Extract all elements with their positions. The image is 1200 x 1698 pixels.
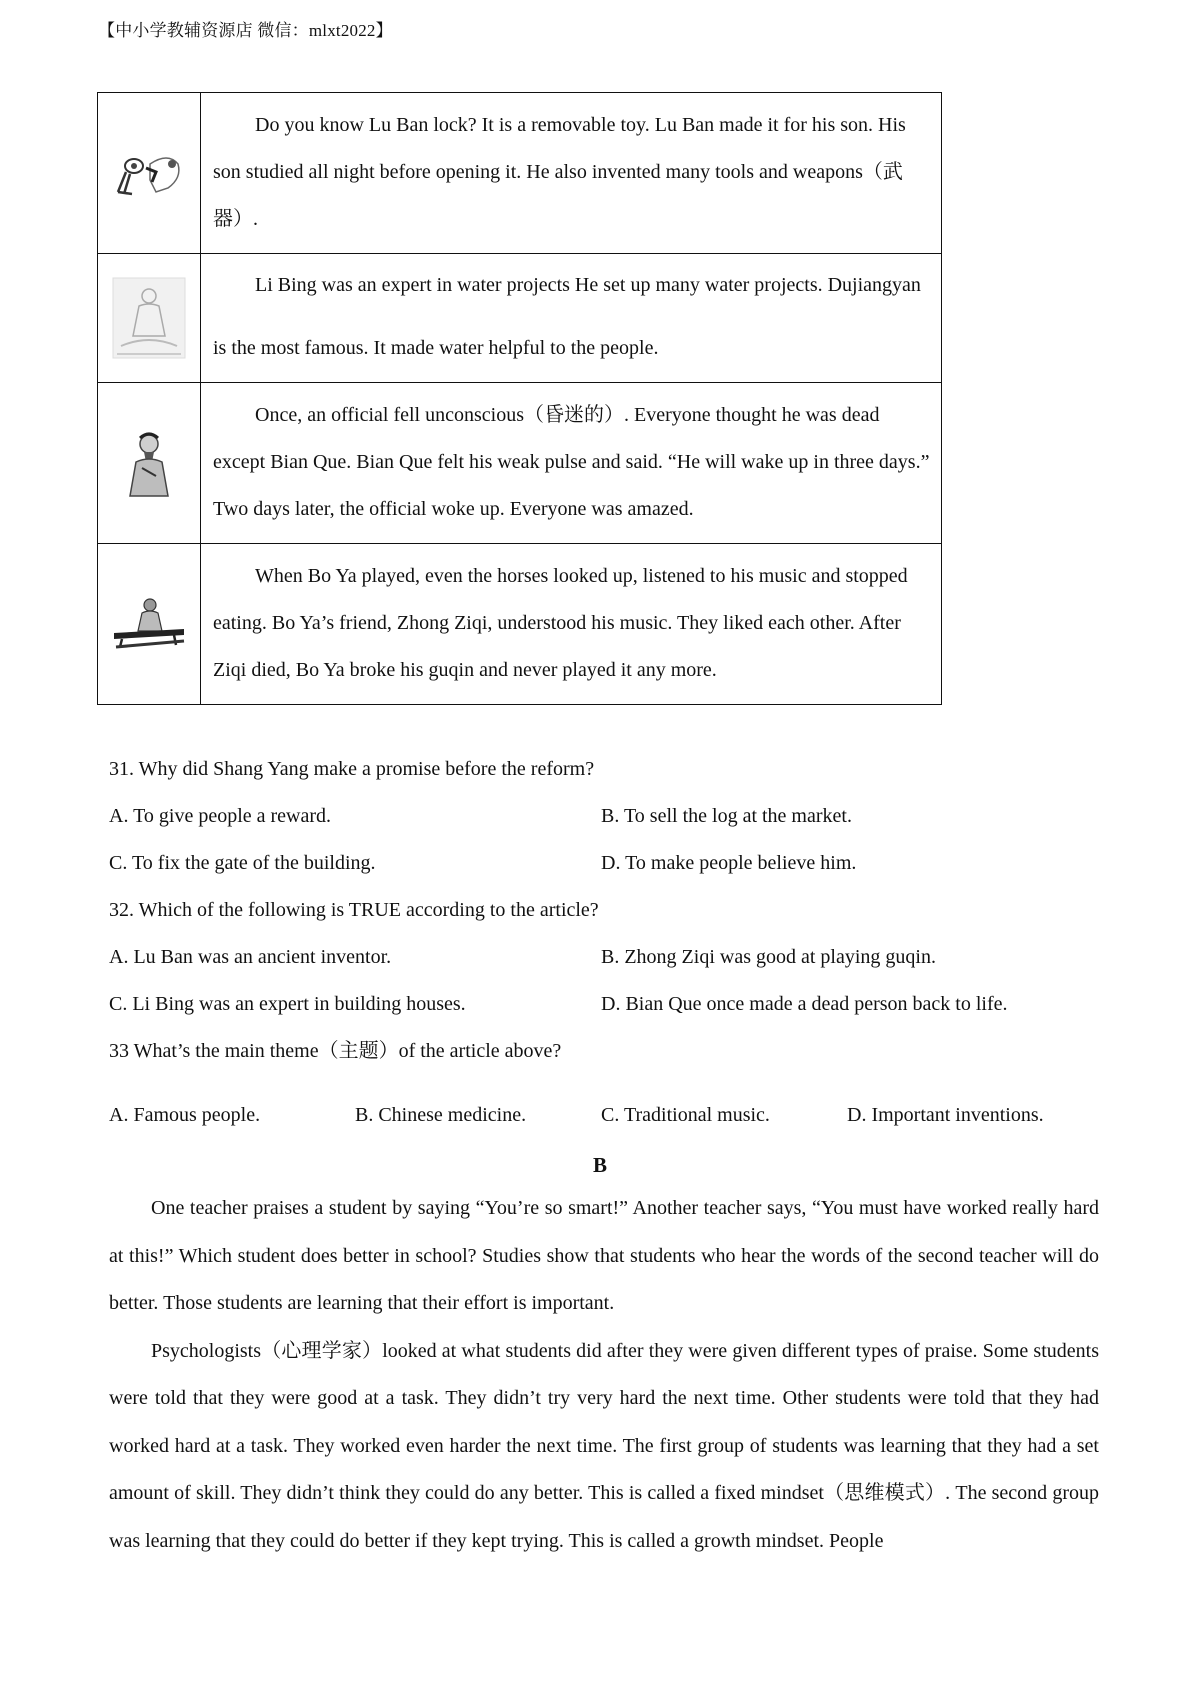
table-text-cell xyxy=(201,254,942,383)
reading-table xyxy=(97,92,942,705)
table-text-cell xyxy=(201,383,942,544)
question-31-option-b[interactable]: B. To sell the log at the market. xyxy=(601,805,852,827)
table-row xyxy=(98,254,942,383)
question-32-option-a[interactable]: A. Lu Ban was an ancient inventor. xyxy=(109,946,392,968)
header-note: 【中小学教辅资源店 微信：mlxt2022】 xyxy=(98,21,393,40)
question-31-option-d[interactable]: D. To make people believe him. xyxy=(601,852,857,874)
table-image-cell xyxy=(98,383,201,544)
question-31-option-a[interactable]: A. To give people a reward. xyxy=(109,805,332,827)
table-row xyxy=(98,93,942,254)
table-text-cell xyxy=(201,93,942,254)
table-row xyxy=(98,544,942,705)
question-31-stem: 31. Why did Shang Yang make a promise before the reform? xyxy=(109,758,595,780)
lock-toy-icon xyxy=(112,142,186,204)
figure-portrait-icon xyxy=(111,276,187,360)
section-heading: B xyxy=(592,1153,607,1177)
passage-b xyxy=(109,1185,1099,1565)
row-text: When Bo Ya played, even the horses looked up, listened to his music and stopped eating. Bo Ya’s friend, Zhong Ziqi, understood his music. They liked each other. After Ziqi died, Bo Ya broke his guqin and never played it any more. xyxy=(213,565,908,681)
table-image-cell xyxy=(98,93,201,254)
row-text: Li Bing was an expert in water projects He set up many water projects. Dujiangyan is the most famous. It made water helpful to the people. xyxy=(213,274,921,359)
passage-paragraph: Psychologists（心理学家）looked at what students did after they were given different types of praise. Some students were told that they were good at a task. They didn’t try very hard the next time. Other students were told that they had worked hard at a task. They worked even harder the next time. The first group of students was learning that they had a set amount of skill. They didn’t think they could do any better. This is called a fixed mindset（思维模式）. The second group was learning that they could do better if they kept trying. This is called a growth mindset. People xyxy=(109,1339,1099,1552)
question-33-option-d[interactable]: D. Important inventions. xyxy=(847,1104,1044,1126)
table-image-cell xyxy=(98,254,201,383)
question-31-option-c[interactable]: C. To fix the gate of the building. xyxy=(109,852,376,874)
row-text: Do you know Lu Ban lock? It is a removable toy. Lu Ban made it for his son. His son studied all night before opening it. He also invented many tools and weapons（武器）. xyxy=(213,114,906,230)
table-text-cell xyxy=(201,544,942,705)
question-32-stem: 32. Which of the following is TRUE according to the article? xyxy=(109,899,599,921)
row-text: Once, an official fell unconscious（昏迷的）. Everyone thought he was dead except Bian Que. Bian Que felt his weak pulse and said. “He will wake up in three days.” Two days later, the official woke up. Everyone was amazed. xyxy=(213,404,930,520)
question-33-option-c[interactable]: C. Traditional music. xyxy=(601,1104,770,1126)
doctor-portrait-icon xyxy=(116,428,182,498)
question-32-option-b[interactable]: B. Zhong Ziqi was good at playing guqin. xyxy=(601,946,936,968)
table-image-cell xyxy=(98,544,201,705)
question-32-option-c[interactable]: C. Li Bing was an expert in building houses. xyxy=(109,993,466,1015)
passage-paragraph: One teacher praises a student by saying “You’re so smart!” Another teacher says, “You must have worked really hard at this!” Which student does better in school? Studies show that students who hear the words of the second teacher will do better. Those students are learning that their effort is important. xyxy=(109,1197,1099,1314)
question-33-stem: 33 What’s the main theme（主题）of the article above? xyxy=(109,1040,562,1062)
question-32-option-d[interactable]: D. Bian Que once made a dead person back to life. xyxy=(601,993,1008,1015)
question-33-option-b[interactable]: B. Chinese medicine. xyxy=(355,1104,527,1126)
table-row xyxy=(98,383,942,544)
question-33-option-a[interactable]: A. Famous people. xyxy=(109,1104,261,1126)
guqin-player-icon xyxy=(110,595,188,653)
